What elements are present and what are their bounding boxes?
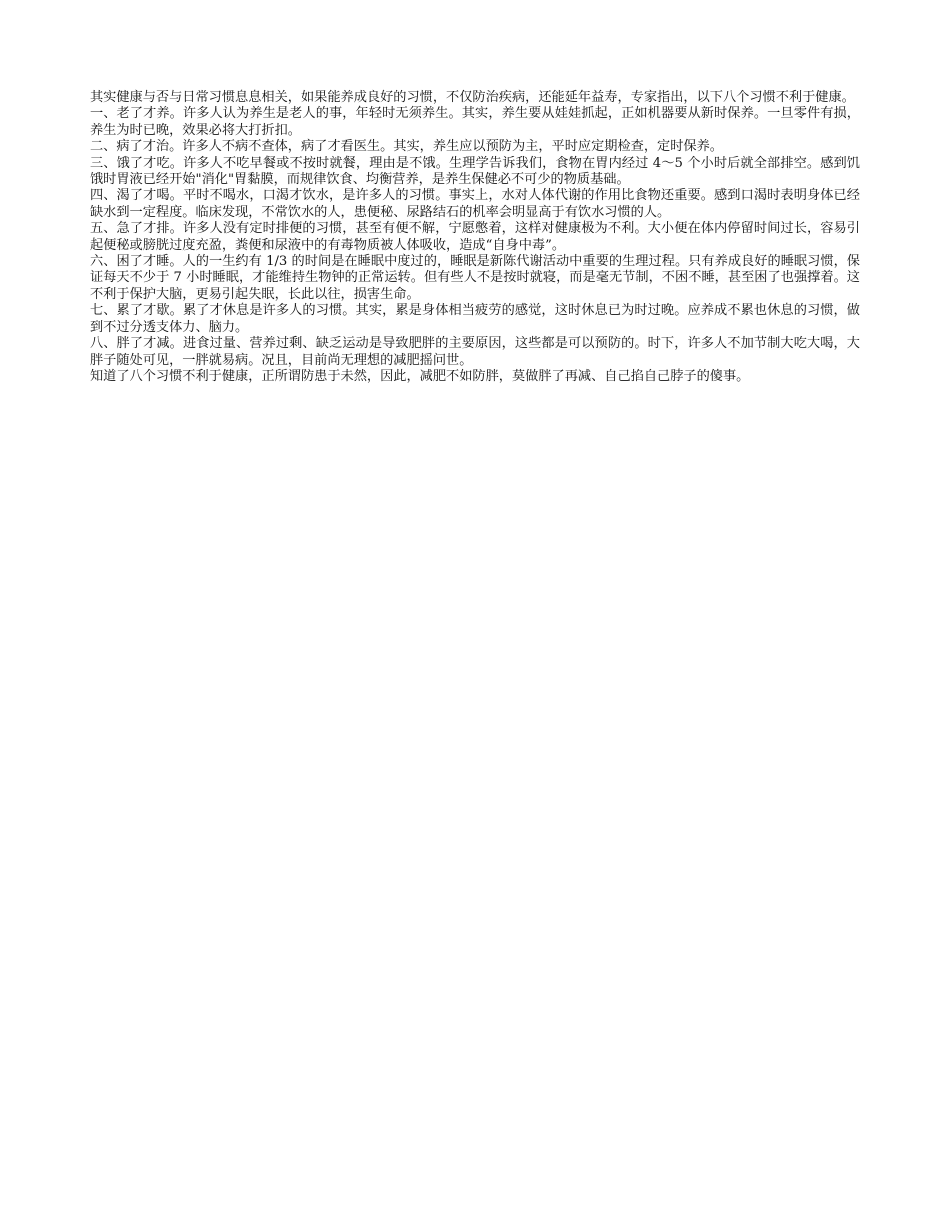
paragraph-habit-3: 三、饿了才吃。许多人不吃早餐或不按时就餐，理由是不饿。生理学告诉我们，食物在胃内经过 4～5 个小时后就全部排空。感到饥饿时胃液已经开始"消化"胃黏膜，而规律饮食、均衡营养，是养生保健必不可少的物质基础。 [90, 155, 860, 188]
paragraph-habit-2: 二、病了才治。许多人不病不查体，病了才看医生。其实，养生应以预防为主，平时应定期检查，定时保养。 [90, 139, 723, 155]
paragraph-habit-1: 一、老了才养。许多人认为养生是老人的事，年轻时无须养生。其实，养生要从娃娃抓起，正如机器要从新时保养。一旦零件有损，养生为时已晚，效果必将大打折扣。 [90, 106, 860, 138]
document-body [90, 90, 860, 385]
paragraph-habit-4: 四、渴了才喝。平时不喝水，口渴才饮水，是许多人的习惯。事实上，水对人体代谢的作用比食物还重要。感到口渴时表明身体已经缺水到一定程度。临床发现，不常饮水的人，患便秘、尿路结石的机率会明显高于有饮水习惯的人。 [90, 188, 860, 220]
intro-paragraph: 其实健康与否与日常习惯息息相关，如果能养成良好的习惯，不仅防治疾病，还能延年益寿，专家指出，以下八个习惯不利于健康。 [90, 90, 855, 105]
paragraph-habit-5: 五、急了才排。许多人没有定时排便的习惯，甚至有便不解，宁愿憋着，这样对健康极为不利。大小便在体内停留时间过长，容易引起便秘或膀胱过度充盈，粪便和尿液中的有毒物质被人体吸收，造成“自身中毒”。 [90, 221, 860, 253]
paragraph-habit-6: 六、困了才睡。人的一生约有 1/3 的时间是在睡眠中度过的，睡眠是新陈代谢活动中重要的生理过程。只有养成良好的睡眠习惯，保证每天不少于 7 小时睡眠，才能维持生物钟的正常运转。但有些人不是按时就寝，而是毫无节制，不困不睡，甚至困了也强撑着。这不利于保护大脑，更易引起失眠，长此以往，损害生命。 [90, 254, 860, 302]
conclusion-paragraph: 知道了八个习惯不利于健康，正所谓防患于未然，因此，减肥不如防胖，莫做胖了再减、自己掐自己脖子的傻事。 [90, 368, 750, 384]
paragraph-habit-8: 八、胖了才减。进食过量、营养过剩、缺乏运动是导致肥胖的主要原因，这些都是可以预防的。时下，许多人不加节制大吃大喝，大胖子随处可见，一胖就易病。况且，目前尚无理想的减肥摇问世。 [90, 336, 860, 368]
paragraph-habit-7: 七、累了才歇。累了才休息是许多人的习惯。其实，累是身体相当疲劳的感觉，这时休息已为时过晚。应养成不累也休息的习惯，做到不过分透支体力、脑力。 [90, 303, 860, 335]
